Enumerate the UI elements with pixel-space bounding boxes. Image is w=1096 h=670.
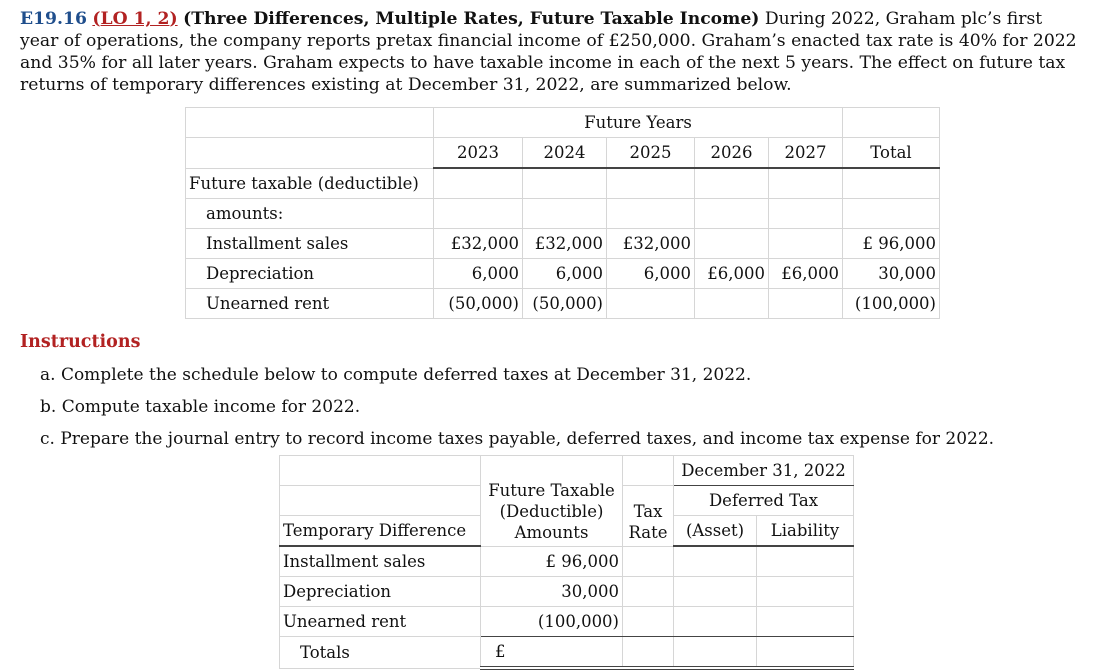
amount-cell <box>769 289 843 319</box>
amounts-header: Future Taxable (Deductible) Amounts <box>481 456 623 547</box>
totals-label: Totals <box>280 637 481 669</box>
temporary-difference-header: Temporary Difference <box>280 516 481 547</box>
amount-cell: £32,000 <box>523 229 607 259</box>
asset-input-cell[interactable] <box>674 577 757 607</box>
amount-cell: 6,000 <box>607 259 695 289</box>
row-label: Depreciation <box>186 259 434 289</box>
year-header: 2025 <box>607 138 695 169</box>
future-years-header: Future Years <box>434 108 843 138</box>
amount-cell <box>769 229 843 259</box>
amount-cell <box>607 289 695 319</box>
liability-header: Liability <box>757 516 854 547</box>
tax-rate-input-cell[interactable] <box>623 577 674 607</box>
table-row <box>186 229 940 259</box>
totals-amount: £ <box>495 642 506 661</box>
lo-close: ) <box>169 9 178 29</box>
instruction-c: c. Prepare the journal entry to record income taxes payable, deferred taxes, and income tax expense for 2022. <box>40 429 995 449</box>
amount-cell: (100,000) <box>481 607 623 637</box>
tax-rate-input-cell[interactable] <box>623 546 674 577</box>
amount-cell <box>695 289 769 319</box>
amount-cell: 6,000 <box>523 259 607 289</box>
instructions-heading: Instructions <box>20 332 141 352</box>
table-row <box>280 577 854 607</box>
amount-cell: £ 96,000 <box>481 546 623 577</box>
year-header: 2026 <box>695 138 769 169</box>
problem-title: (Three Differences, Multiple Rates, Future Taxable Income) <box>183 9 760 29</box>
tax-rate-input-cell[interactable] <box>623 607 674 637</box>
liability-input-cell[interactable] <box>757 607 854 637</box>
instruction-b: b. Compute taxable income for 2022. <box>40 397 361 417</box>
problem-body: During 2022, Graham plc’s first year of operations, the company reports pretax financial income of £250,000. Graham’s enacted tax rate is 40% for 2022 and 35% for all later years. Graham expects to have taxable income in each of the next 5 years. The effect on future tax returns of temporary differences existing at December 31, 2022, are summarized below. <box>20 9 1077 95</box>
asset-input-cell[interactable] <box>674 546 757 577</box>
future-amounts-table <box>185 107 940 319</box>
amount-cell: £6,000 <box>769 259 843 289</box>
year-header: 2023 <box>434 138 523 169</box>
tax-rate-header: Tax Rate <box>623 486 674 547</box>
deferred-tax-header: Deferred Tax <box>674 486 854 516</box>
row-label: Depreciation <box>280 577 481 607</box>
problem-statement <box>20 8 1082 96</box>
row-label: Installment sales <box>186 229 434 259</box>
table-row <box>280 546 854 577</box>
total-cell: 30,000 <box>843 259 940 289</box>
lo-open: ( <box>92 9 101 29</box>
liability-input-cell[interactable] <box>757 577 854 607</box>
lo-label: LO 1, 2 <box>100 9 170 29</box>
table-row <box>186 289 940 319</box>
year-header: 2024 <box>523 138 607 169</box>
amount-cell: £6,000 <box>695 259 769 289</box>
total-header: Total <box>843 138 940 169</box>
totals-liability-cell[interactable] <box>757 637 854 669</box>
liability-input-cell[interactable] <box>757 546 854 577</box>
deferred-tax-schedule <box>279 455 854 670</box>
asset-input-cell[interactable] <box>674 607 757 637</box>
asset-header: (Asset) <box>674 516 757 547</box>
row-label: Unearned rent <box>280 607 481 637</box>
table-row <box>280 607 854 637</box>
total-cell: (100,000) <box>843 289 940 319</box>
amount-cell: (50,000) <box>523 289 607 319</box>
date-header: December 31, 2022 <box>674 456 854 486</box>
row-label: Unearned rent <box>186 289 434 319</box>
amount-cell: 6,000 <box>434 259 523 289</box>
year-header: 2027 <box>769 138 843 169</box>
total-cell: £ 96,000 <box>843 229 940 259</box>
totals-row <box>280 637 854 669</box>
totals-asset-cell[interactable] <box>674 637 757 669</box>
section-label: Future taxable (deductible) <box>186 168 434 199</box>
instruction-a: a. Complete the schedule below to compute deferred taxes at December 31, 2022. <box>40 365 752 385</box>
amount-cell <box>695 229 769 259</box>
amount-cell: 30,000 <box>481 577 623 607</box>
table-row <box>186 259 940 289</box>
amount-cell: £32,000 <box>434 229 523 259</box>
row-label: Installment sales <box>280 546 481 577</box>
problem-id: E19.16 <box>20 9 87 29</box>
amount-cell: £32,000 <box>607 229 695 259</box>
totals-tax-rate-cell[interactable] <box>623 637 674 669</box>
amount-cell: (50,000) <box>434 289 523 319</box>
section-label: amounts: <box>186 199 434 229</box>
learning-objective-link[interactable] <box>92 9 177 29</box>
